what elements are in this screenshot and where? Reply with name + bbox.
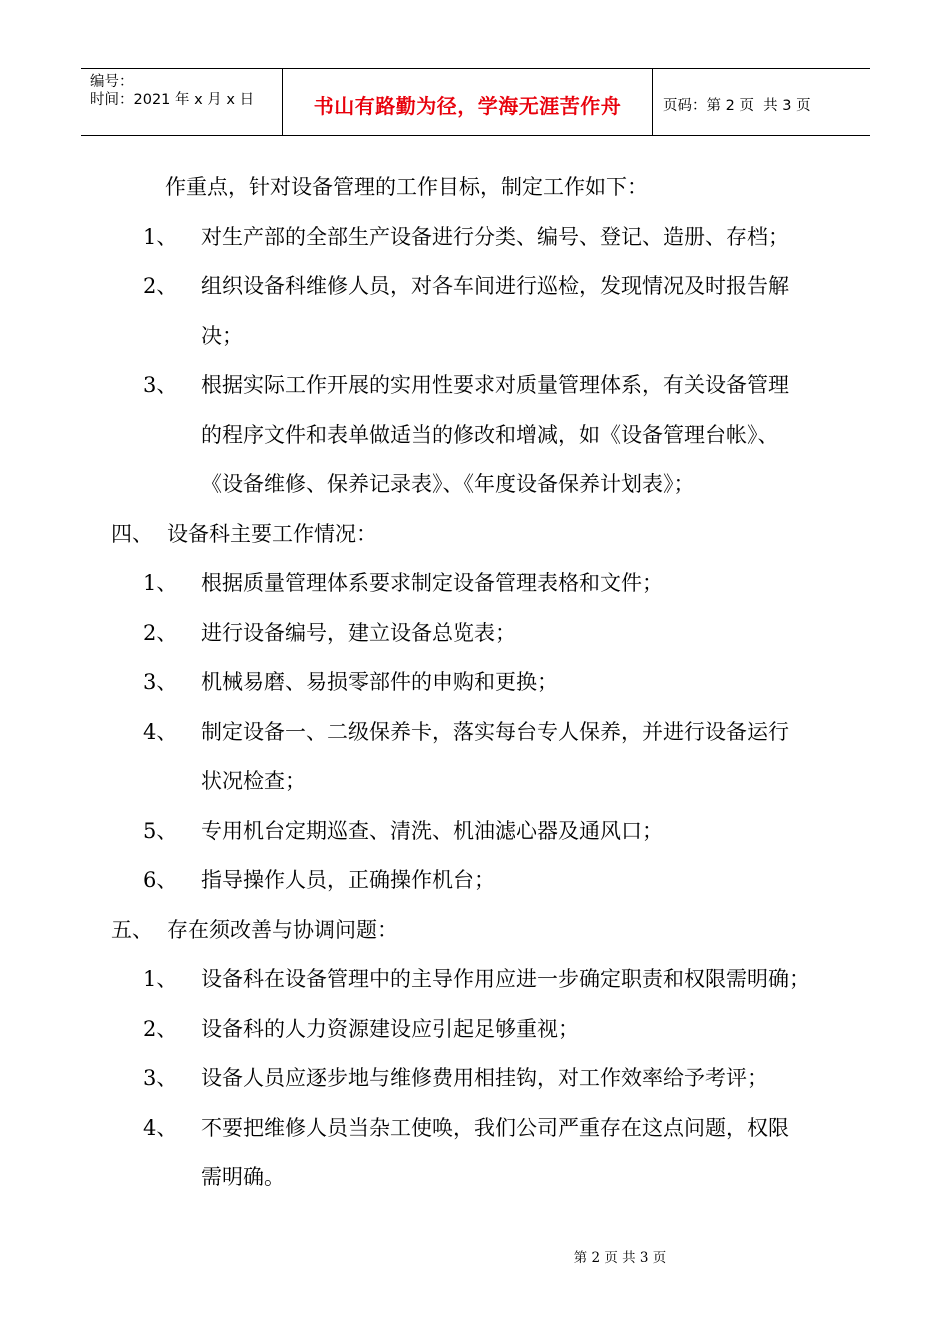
doc-code-label: 编号： [90,74,134,90]
list-item-number: 5、 [143,819,178,843]
list-item-number: 4、 [143,720,178,744]
list-item-text: 进行设备编号，建立设备总览表； [201,621,516,645]
header-page-label: 页码：第 2 页 共 3 页 [663,97,811,114]
list-item-number: 3、 [143,670,178,694]
list-item-text: 的程序文件和表单做适当的修改和增减，如《设备管理台帐》、 [201,423,779,447]
list-item-number: 6、 [143,868,178,892]
list-item-text: 机械易磨、易损零部件的申购和更换； [201,670,558,694]
list-item-number: 2、 [143,274,178,298]
list-item-text: 《设备维修、保养记录表》、《年度设备保养计划表》； [201,472,695,496]
list-item-text: 设备人员应逐步地与维修费用相挂钩，对工作效率给予考评； [201,1066,768,1090]
list-item-text: 不要把维修人员当杂工使唤，我们公司严重存在这点问题，权限 [201,1116,789,1140]
list-item-number: 1、 [143,571,178,595]
list-item-text: 决； [201,324,243,348]
list-item-text: 设备科的人力资源建设应引起足够重视； [201,1017,579,1041]
list-item-text: 对生产部的全部生产设备进行分类、编号、登记、造册、存档； [201,225,789,249]
list-item-number: 3、 [143,373,178,397]
list-item-text: 状况检查； [201,769,306,793]
section-number: 四、 [111,522,153,546]
list-item-text: 组织设备科维修人员，对各车间进行巡检，发现情况及时报告解 [201,274,789,298]
list-item-number: 1、 [143,967,178,991]
page-header [81,68,870,136]
doc-date-label: 时间：2021 年 x 月 x 日 [90,92,255,108]
header-meta [81,69,282,135]
list-item-text: 需明确。 [201,1165,285,1189]
list-item-text: 指导操作人员，正确操作机台； [201,868,495,892]
list-item-number: 4、 [143,1116,178,1140]
list-item-text: 根据质量管理体系要求制定设备管理表格和文件； [201,571,663,595]
section-title: 设备科主要工作情况： [167,522,377,546]
list-item-number: 2、 [143,621,178,645]
list-item-number: 3、 [143,1066,178,1090]
list-item-text: 专用机台定期巡查、清洗、机油滤心器及通风口； [201,819,663,843]
list-item-number: 1、 [143,225,178,249]
list-item-text: 制定设备一、二级保养卡，落实每台专人保养，并进行设备运行 [201,720,789,744]
intro-line: 作重点，针对设备管理的工作目标，制定工作如下： [165,175,648,199]
list-item-number: 2、 [143,1017,178,1041]
list-item-text: 根据实际工作开展的实用性要求对质量管理体系，有关设备管理 [201,373,789,397]
section-title: 存在须改善与协调问题： [167,918,398,942]
header-motto: 书山有路勤为径，学海无涯苦作舟 [282,69,653,135]
section-number: 五、 [111,918,153,942]
page-footer: 第 2 页 共 3 页 [573,1250,667,1266]
list-item-text: 设备科在设备管理中的主导作用应进一步确定职责和权限需明确； [201,967,810,991]
